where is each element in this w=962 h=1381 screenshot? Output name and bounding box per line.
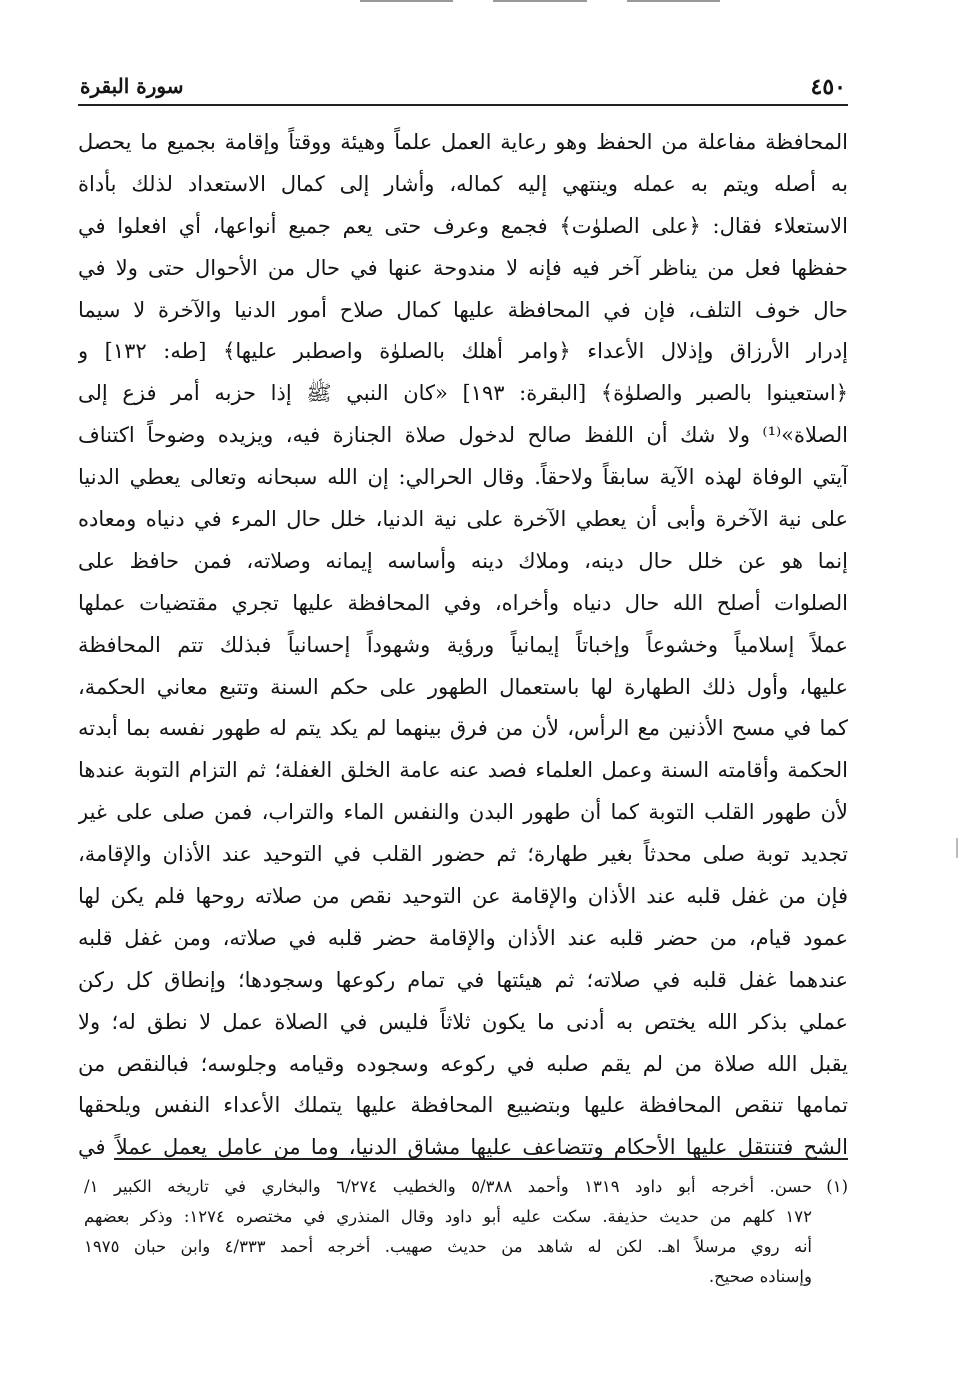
text-line: الصلوات أصلح الله حال دنياه وأخراه، وفي المحافظة عليها تجري مقتضيات عملها <box>78 590 848 615</box>
text-line: الصلاة»⁽¹⁾ ولا شك أن اللفظ صالح لدخول صلاة الجنازة فيه، ويزيده وضوحاً اكتناف <box>78 423 848 448</box>
text-line: إدرار الأرزاق وإذلال الأعداء ﴿وامر أهلك بالصلوٰة واصطبر عليها﴾ [طه: ١٣٢] و <box>78 339 848 364</box>
text-line: تجديد توبة صلى محدثاً بغير طهارة؛ ثم حضور القلب في التوحيد عند الأذان والإقامة، <box>78 842 848 867</box>
footnote-line: وإسناده صحيح. <box>708 1267 812 1286</box>
footnote-line: أنه روي مرسلاً اهـ. لكن له شاهد من حديث صهيب. أخرجه أحمد ٤/٣٣٣ وابن حبان ١٩٧٥ <box>84 1237 812 1256</box>
text-line: على نية الآخرة وأبى أن يعطي الآخرة على نية الدنيا، خلل حال المرء في دنياه ومعاده <box>78 507 848 532</box>
text-line: عملي بذكر الله يختص به أدنى ما يكون ثلاثاً فليس في الصلاة عمل لا نطق له؛ ولا <box>78 1009 848 1034</box>
surah-title: سورة البقرة <box>80 74 184 98</box>
page-header <box>78 74 848 106</box>
text-line: يقبل الله صلاة من لم يقم صلبه في ركوعه وسجوده وقيامه وجلوسه؛ فبالنقص من <box>78 1051 848 1076</box>
text-line: الشح فتنتقل عليها الأحكام وتتضاعف عليها مشاق الدنيا، وما من عامل يعمل عملاً في <box>78 1135 848 1160</box>
scan-edge-mark <box>956 838 958 858</box>
text-line: حال خوف التلف، فإن في المحافظة عليها كمال صلاح أمور الدنيا والآخرة لا سيما <box>78 297 848 322</box>
body-text <box>78 122 848 1169</box>
text-line: إنما هو عن خلل حال دينه، وملاك دينه وأساسه إيمانه وصلاته، فمن حافظ على <box>78 548 848 573</box>
footnotes <box>84 1172 848 1292</box>
footnote-marker: (١) <box>826 1177 848 1196</box>
text-line: الحكمة وأقامته السنة وعمل العلماء فصد عنه عامة الخلق الغفلة؛ ثم التزام التوبة عندها <box>78 758 848 783</box>
scan-mark <box>627 0 720 2</box>
text-line: كما في مسح الأذنين مع الرأس، لأن من فرق بينهما لم يكد يتم له طهور نفسه بما أبدته <box>78 716 848 741</box>
text-line: تمامها تنقص المحافظة عليها وبتضييع المحافظة عليها يتملك الأعداء النفس ويلحقها <box>78 1093 848 1118</box>
text-line: فإن من غفل قلبه عند الأذان والإقامة عن التوحيد نقص من صلاته روحها فلم يكن لها <box>78 884 848 909</box>
text-line: لأن طهور القلب التوبة كما أن طهور البدن والنفس الماء والتراب، فمن صلى على غير <box>78 800 848 825</box>
text-line: به أصله ويتم به عمله وينتهي إليه كماله، وأشار إلى كمال الاستعداد لذلك بأداة <box>78 171 848 196</box>
text-line: عندهما غفل قلبه في صلاته؛ ثم هيئتها في تمام ركوعها وسجودها؛ وإنطاق كل ركن <box>78 967 848 992</box>
scan-mark <box>360 0 453 2</box>
footnote-text: حسن. أخرجه أبو داود ١٣١٩ وأحمد ٥/٣٨٨ والخطيب ٦/٢٧٤ والبخاري في تاريخه الكبير ١/ <box>84 1177 813 1196</box>
page-number: ٤٥٠ <box>810 74 846 100</box>
text-line: الاستعلاء فقال: ﴿على الصلوٰت﴾ فجمع وعرف حتى يعم جميع أنواعها، أي افعلوا في <box>78 213 848 238</box>
text-line: عليها، وأول ذلك الطهارة لها باستعمال الطهور على حكم السنة وتتبع معاني الحكمة، <box>78 674 848 699</box>
scan-mark <box>493 0 586 2</box>
text-line: ﴿استعينوا بالصبر والصلوٰة﴾ [البقرة: ١٩٣] «كان النبي ﷺ إذا حزبه أمر فزع إلى <box>78 381 848 406</box>
footnote-divider <box>114 1158 848 1160</box>
text-line: المحافظة مفاعلة من الحفظ وهو رعاية العمل علماً وهيئة ووقتاً وإقامة بجميع ما يحصل <box>78 130 848 154</box>
scan-top-marks <box>360 0 720 4</box>
text-line: آيتي الوفاة لهذه الآية سابقاً ولاحقاً. وقال الحرالي: إن الله سبحانه وتعالى يعطي الدنيا <box>78 465 848 490</box>
text-line: حفظها فعل من يناظر آخر فيه فإنه لا مندوحة عنها في حال من الأحوال حتى ولا في <box>78 255 848 280</box>
footnote-line: ١٧٢ كلهم من حديث حذيفة. سكت عليه أبو داود وقال المنذري في مختصره ١٢٧٤: وذكر بعضهم <box>84 1207 812 1226</box>
footnote-line <box>84 1172 848 1202</box>
text-line: عمود قيام، من حضر قلبه عند الأذان والإقامة حضر قلبه في صلاته، ومن غفل قلبه <box>78 925 848 950</box>
text-line: عملاً إسلامياً وخشوعاً وإخباتاً إيمانياً ورؤية وشهوداً إحسانياً فبذلك تتم المحافظة <box>78 632 848 657</box>
